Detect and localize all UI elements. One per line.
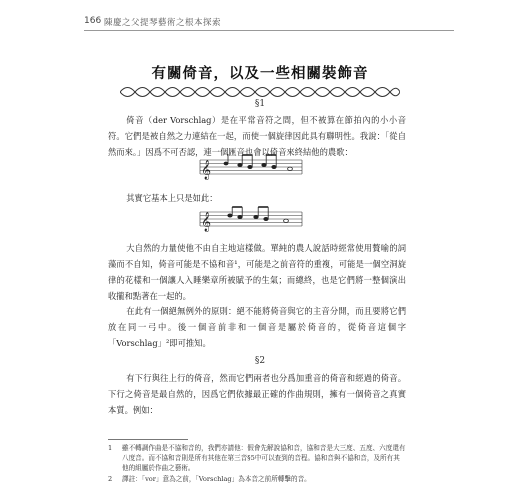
chapter-title: 有關倚音，以及一些相關裝飾音 (151, 65, 369, 82)
page-number: 166 (84, 16, 102, 26)
svg-text:𝄞: 𝄞 (201, 212, 212, 232)
footnote-text: 譯註：「vor」意為之前，「Vorschlag」為本音之前所轉擊的音。 (122, 475, 311, 483)
header-rule (84, 30, 454, 31)
paragraph-text: 倚音（der Vorschlag）是在平常音符之間，但不被算在節拍內的小小音符。它們是被自然之力連結在一起，而使一個旋律因此具有聯明性。我說：「從自然而來。」因爲不可否認，連一個匯音也會以倚音來終結他的農歌： (108, 115, 406, 157)
paragraph-text: 其實它基本上只是如此： (126, 193, 218, 203)
footnote-1 (108, 443, 408, 473)
footnote-number: 1 (108, 444, 113, 452)
ornament-divider (120, 86, 400, 98)
footnote-text: 雖不轉調作曲是不協和音的，我們亦請他：假會先解說協和音，協和音是大三度、五度、六度還有八度音。而不協和音則是所有其他在第三音§5中可以查到的音程。協和音與不協和音，及所有其他的組屬於作曲之藝術。 (122, 444, 406, 472)
paragraph-4 (108, 303, 406, 351)
music-example-1 (196, 152, 306, 182)
footnote-2 (108, 474, 408, 484)
section-marker-2: §2 (254, 356, 266, 366)
footnote-number: 2 (108, 475, 113, 483)
paragraph-5 (108, 370, 406, 418)
paragraph-3 (108, 240, 406, 304)
paragraph-text: 大自然的力量使他不由自主地這樣做。單純的農人說話時經常使用贅喻的詞藻而不自知，倚音可能是不協和音¹，可能是之前音符的重複，可能是一個空洞旋律的花樣和一個讓人入睡樂章所被賦予的生氣；而總終，也是它們將一整個演出收攏和點著在一起的。 (108, 243, 406, 301)
paragraph-text: 在此有一個絕無例外的原則：絕不能將倚音與它的主音分開，而且要將它們放在同一弓中。後一個音前非和一個音是屬於倚音的，從倚音這個字「Vorschlag」²即可推知。 (108, 306, 406, 348)
running-title: 陳慶之父提琴藝術之根本探索 (104, 18, 222, 28)
section-marker-1: §1 (254, 99, 266, 109)
svg-text:𝄞: 𝄞 (201, 160, 212, 180)
footnote-rule (108, 439, 188, 440)
paragraph-text: 有下行與往上行的倚音，然而它們兩者也分爲加重音的倚音和經過的倚音。下行之倚音是最自然的，因爲它們依據最正確的作曲規則，擁有一個倚音之真實本質。例如： (108, 373, 406, 415)
music-example-2 (196, 204, 306, 234)
